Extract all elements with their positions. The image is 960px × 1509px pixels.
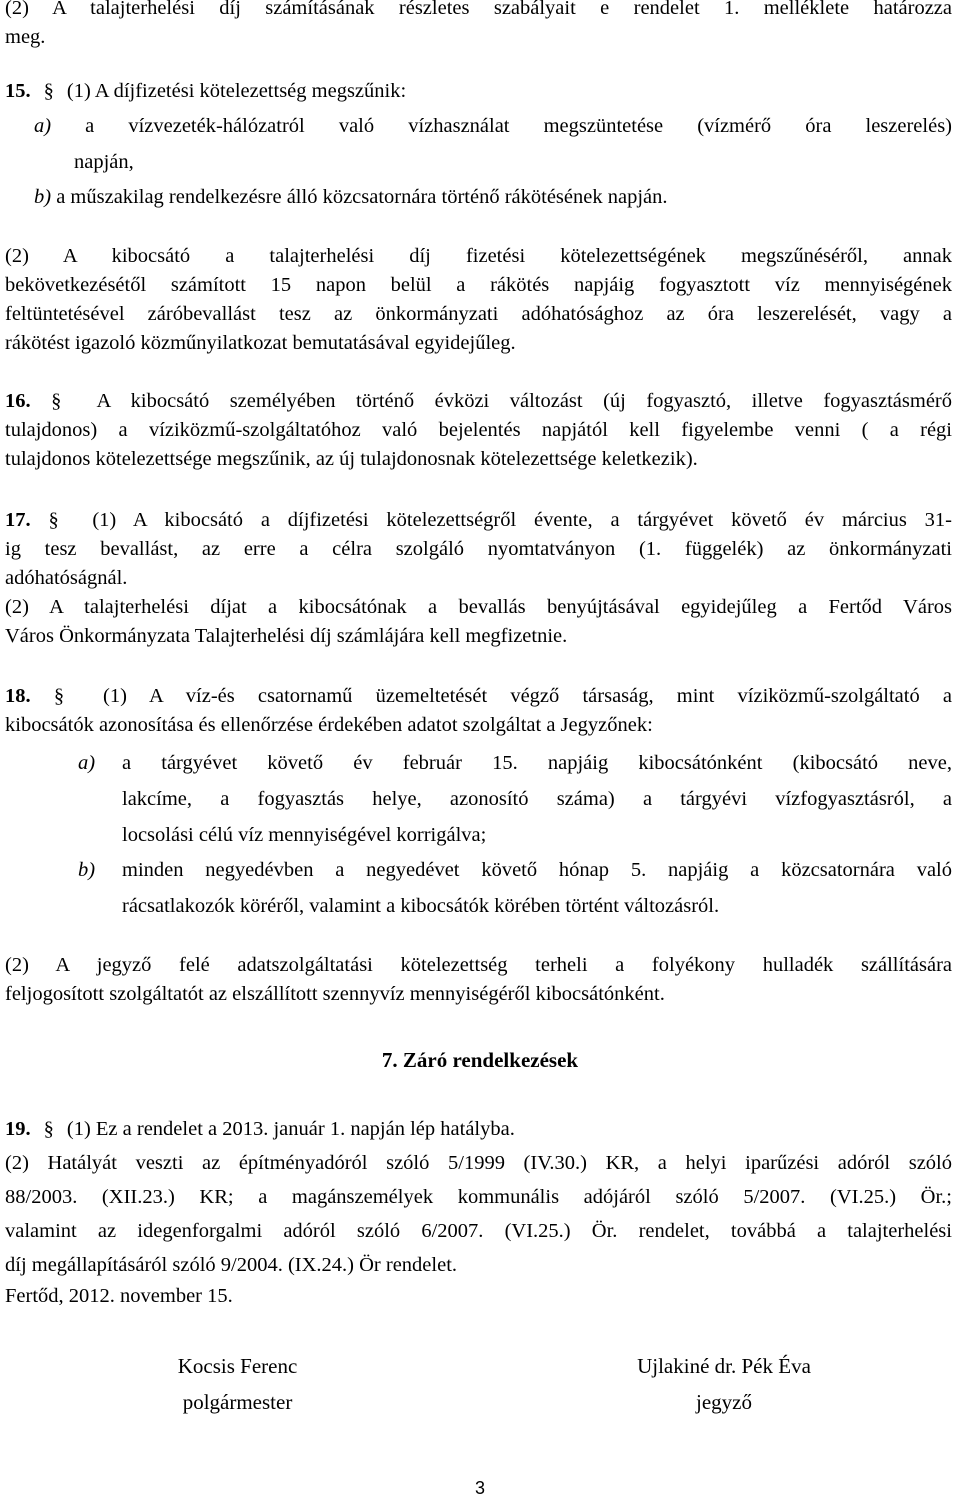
section-19-line-1 [5, 1115, 952, 1144]
list-item-b [34, 183, 952, 212]
list-item-a-line: lakcíme, a fogyasztás helye, azonosító száma) a tárgyévi vízfogyasztásról, a [122, 788, 952, 810]
section-number: 16. [5, 390, 31, 412]
paragraph-line: (2) A jegyző felé adatszolgáltatási kötelezettség terheli a folyékony hulladék szállítására [5, 954, 952, 976]
paragraph-line: (2) A kibocsátó a talajterhelési díj fizetési kötelezettségének megszűnéséről, annak [5, 245, 952, 267]
paragraph-line: ig tesz bevallást, az erre a célra szolgáló nyomtatványon (1. függelék) az önkormányzati [5, 538, 952, 560]
section-sign-icon: § [43, 80, 54, 102]
list-text: a vízvezeték-hálózatról való vízhasználat megszüntetése (vízmérő óra leszerelés) [85, 115, 952, 137]
paragraph-line: feltüntetésével záróbevallást tesz az önkormányzati adóhatósághoz az óra leszerelését, vagy a [5, 303, 952, 325]
paragraph-line: feljogosított szolgáltatót az elszállított szennyvíz mennyiségéről kibocsátónként. [5, 983, 665, 1005]
section-15-line-1 [5, 77, 952, 106]
list-item-a-cont: napján, [74, 151, 134, 173]
paragraph-line: rákötést igazoló közműnyilatkozat bemutatásával egyidejűleg. [5, 332, 516, 354]
paragraph-line: meg. [5, 26, 46, 48]
section-18-line-1 [5, 682, 952, 711]
section-number: 15. [5, 80, 31, 102]
signature-left-name: Kocsis Ferenc [177, 1354, 298, 1378]
paragraph-line: díj megállapításáról szóló 9/2004. (IX.24.) Ör rendelet. [5, 1254, 458, 1276]
section-16-text: A kibocsátó személyében történő évközi változást (új fogyasztó, illetve fogyasztásmérő [96, 390, 953, 412]
list-label: b) [34, 186, 52, 208]
paragraph-line: bekövetkezésétől számított 15 napon belül a rákötés napjáig fogyasztott víz mennyiségének [5, 274, 952, 296]
section-sign-icon: § [43, 1118, 54, 1140]
paragraph-line: (2) A talajterhelési díj számításának részletes szabályait e rendelet 1. melléklete határozza [5, 0, 952, 19]
paragraph-line: 88/2003. (XII.23.) KR; a magánszemélyek kommunális adójáról szóló 5/2007. (VI.25.) Ör.; [5, 1186, 952, 1208]
section-number: 19. [5, 1118, 31, 1140]
list-item-b-line: rácsatlakozók köréről, valamint a kibocsátók körében történt változásról. [122, 895, 720, 917]
signature-left-title: polgármester [182, 1390, 293, 1414]
section-19-text: (1) Ez a rendelet a 2013. január 1. napján lép hatályba. [66, 1118, 515, 1140]
signature-right-title: jegyző [696, 1390, 752, 1414]
place-date: Fertőd, 2012. november 15. [5, 1285, 233, 1307]
section-number: 17. [5, 509, 31, 531]
section-sign-icon: § [48, 509, 59, 531]
section-15-intro: (1) A díjfizetési kötelezettség megszűnik: [66, 80, 407, 102]
list-item-a-line: locsolási célú víz mennyiségével korrigálva; [122, 824, 487, 846]
paragraph-line: tulajdonos kötelezettsége megszűnik, az új tulajdonosnak kötelezettsége keletkezik). [5, 448, 698, 470]
page-number: 3 [474, 1478, 485, 1498]
section-17-line-1 [5, 506, 952, 535]
paragraph-line: kibocsátók azonosítása és ellenőrzése érdekében adatot szolgáltat a Jegyzőnek: [5, 714, 653, 736]
list-label: a) [34, 115, 52, 137]
list-item-a [34, 112, 952, 141]
list-item-a-line: a tárgyévet követő év február 15. napjáig kibocsátónként (kibocsátó neve, [122, 752, 952, 774]
list-label: b) [78, 859, 96, 881]
paragraph-line: (2) A talajterhelési díjat a kibocsátónak a bevallás benyújtásával egyidejűleg a Fertőd Város [5, 596, 952, 618]
section-sign-icon: § [53, 685, 65, 707]
section-17-text: (1) A kibocsátó a díjfizetési kötelezettségről évente, a tárgyévet követő év március 31- [92, 509, 953, 531]
paragraph-line: tulajdonos) a víziközmű-szolgáltatóhoz való bejelentés napjától kell figyelembe venni ( a régi [5, 419, 952, 441]
list-label: a) [78, 752, 96, 774]
paragraph-line: adóhatóságnál. [5, 567, 128, 589]
list-item-b-line: minden negyedévben a negyedévet követő hónap 5. napjáig a közcsatornára való [122, 859, 952, 881]
section-number: 18. [5, 685, 31, 707]
signature-right-name: Ujlakiné dr. Pék Éva [637, 1354, 811, 1378]
list-text: a műszakilag rendelkezésre álló közcsatornára történő rákötésének napján. [56, 186, 668, 208]
section-18-text: (1) A víz-és csatornamű üzemeltetését végző társaság, mint víziközmű-szolgáltató a [103, 685, 953, 707]
section-heading: 7. Záró rendelkezések [381, 1048, 579, 1072]
paragraph-line: (2) Hatályát veszti az építményadóról szóló 5/1999 (IV.30.) KR, a helyi iparűzési adóról szóló [5, 1152, 952, 1174]
section-16-line-1 [5, 387, 952, 416]
section-sign-icon: § [51, 390, 62, 412]
paragraph-line: Város Önkormányzata Talajterhelési díj számlájára kell megfizetnie. [5, 625, 568, 647]
paragraph-line: valamint az idegenforgalmi adóról szóló 6/2007. (VI.25.) Ör. rendelet, továbbá a talajterhelési [5, 1220, 952, 1242]
